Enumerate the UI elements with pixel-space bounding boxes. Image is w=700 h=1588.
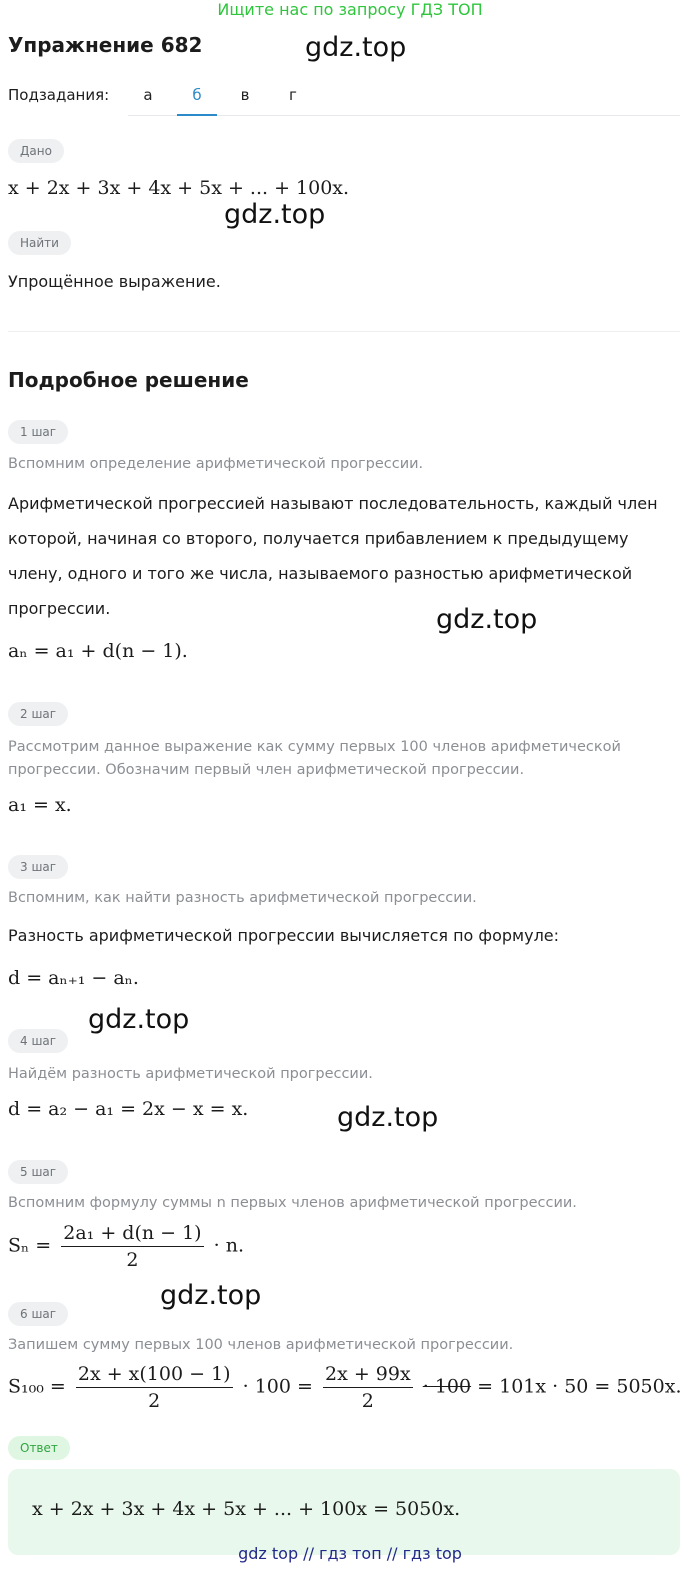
- step-badge: 4 шаг: [8, 1029, 68, 1053]
- given-expression: x + 2x + 3x + 4x + 5x + ... + 100x.: [8, 177, 350, 199]
- watermark: gdz.top: [436, 604, 538, 635]
- find-text: Упрощённое выражение.: [8, 272, 221, 291]
- answer-badge: Ответ: [8, 1436, 70, 1460]
- step-formula: aₙ = a₁ + d(n − 1).: [8, 640, 188, 662]
- footer-links[interactable]: gdz top // гдз топ // гдз top: [238, 1544, 462, 1563]
- step-hint: Запишем сумму первых 100 членов арифметической прогрессии.: [8, 1337, 514, 1353]
- formula-rhs: · n.: [213, 1234, 244, 1257]
- step-formula: [8, 1222, 244, 1271]
- formula-fraction: [76, 1363, 233, 1412]
- tab-a[interactable]: а: [143, 86, 153, 104]
- watermark: gdz.top: [88, 1004, 190, 1035]
- step-badge: 2 шаг: [8, 702, 68, 726]
- formula-lhs: Sₙ =: [8, 1234, 52, 1257]
- given-badge: Дано: [8, 139, 64, 163]
- step-formula: d = aₙ₊₁ − aₙ.: [8, 967, 139, 989]
- find-badge: Найти: [8, 231, 71, 255]
- divider: [8, 331, 680, 332]
- step-badge: 5 шаг: [8, 1160, 68, 1184]
- step-formula: a₁ = x.: [8, 794, 72, 816]
- subtasks-label: Подзадания:: [8, 86, 110, 104]
- page-title: Упражнение 682: [8, 33, 203, 57]
- step-hint: Найдём разность арифметической прогрессии.: [8, 1066, 373, 1082]
- solution-heading: Подробное решение: [8, 368, 249, 392]
- step-formula: [8, 1363, 681, 1412]
- step-hint: Вспомним, как найти разность арифметической прогрессии.: [8, 890, 477, 906]
- step-hint: Вспомним определение арифметической прогрессии.: [8, 456, 424, 472]
- step-text: Разность арифметической прогрессии вычисляется по формуле:: [8, 926, 560, 945]
- fraction-denominator: 2: [61, 1246, 203, 1271]
- tab-b[interactable]: б: [177, 76, 217, 115]
- watermark: gdz.top: [305, 32, 407, 63]
- formula-mid: · 100 =: [242, 1375, 313, 1398]
- formula-fraction: [323, 1363, 413, 1412]
- formula-lhs: S₁₀₀ =: [8, 1375, 66, 1398]
- step-hint: Рассмотрим данное выражение как сумму первых 100 членов арифметической прогрессии. Обозначим первый член арифметической прогрессии.: [8, 739, 621, 778]
- subtask-tabs: [128, 76, 680, 116]
- step-badge: 3 шаг: [8, 855, 68, 879]
- fraction-numerator: 2x + 99x: [324, 1363, 411, 1385]
- fraction-numerator: 2x + x(100 − 1): [77, 1363, 231, 1385]
- step-badge: 6 шаг: [8, 1302, 68, 1326]
- step-hint: Вспомним формулу суммы n первых членов арифметической прогрессии.: [8, 1195, 577, 1211]
- fraction-denominator: 2: [76, 1387, 233, 1412]
- watermark: gdz.top: [160, 1280, 262, 1311]
- formula-fraction: [61, 1222, 203, 1271]
- fraction-denominator: 2: [323, 1387, 413, 1412]
- watermark: gdz.top: [224, 199, 326, 230]
- cancelled-term: · 100: [422, 1375, 472, 1398]
- tab-g[interactable]: г: [289, 86, 297, 104]
- step-text: Арифметической прогрессией называют последовательность, каждый член которой, начиная со второго, получается прибавлением к предыдущему члену, одного и того же числа, называемого разностью арифметической прогрессии.: [8, 494, 658, 618]
- answer-expression: x + 2x + 3x + 4x + 5x + ... + 100x = 5050x.: [32, 1498, 461, 1520]
- formula-tail: = 101x · 50 = 5050x.: [477, 1375, 682, 1398]
- tab-v[interactable]: в: [240, 86, 250, 104]
- watermark: gdz.top: [337, 1102, 439, 1133]
- fraction-numerator: 2a₁ + d(n − 1): [63, 1222, 202, 1244]
- step-formula: d = a₂ − a₁ = 2x − x = x.: [8, 1098, 249, 1120]
- search-banner: Ищите нас по запросу ГДЗ ТОП: [217, 0, 483, 19]
- step-badge: 1 шаг: [8, 420, 68, 444]
